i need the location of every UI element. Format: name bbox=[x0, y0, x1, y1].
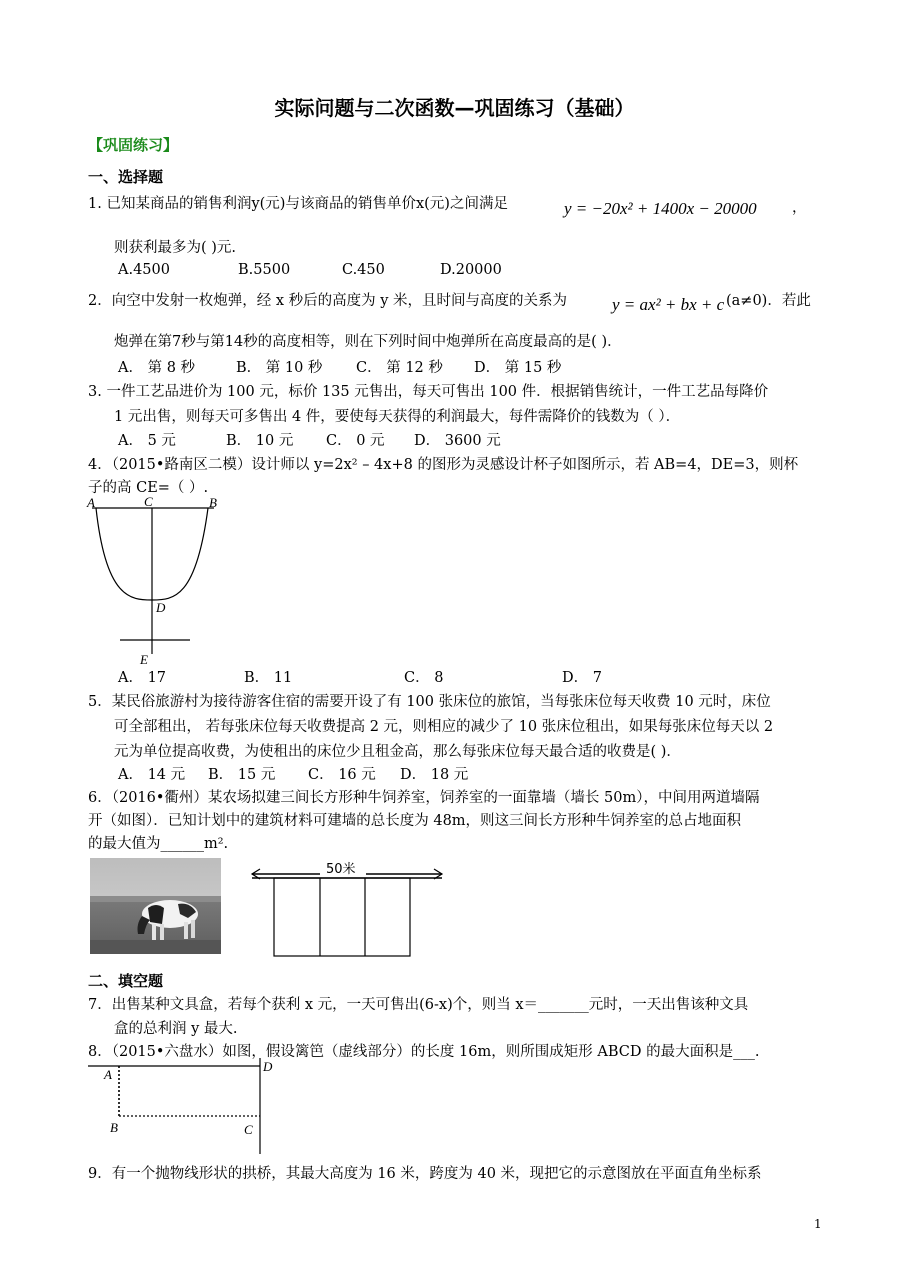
q3-option-a: A． 5 元 bbox=[118, 433, 176, 449]
q5-line2: 可全部租出， 若每张床位每天收费提高 2 元，则相应的减少了 10 张床位租出，如果每张床位每天以 2 bbox=[114, 719, 774, 735]
q2-option-c: C． 第 12 秒 bbox=[356, 360, 443, 376]
q5-line1: 5．某民俗旅游村为接待游客住宿的需要开设了有 100 张床位的旅馆，当每张床位每天收费 10 元时，床位 bbox=[88, 694, 771, 710]
q5-option-c: C． 16 元 bbox=[308, 767, 376, 783]
q2-option-a: A． 第 8 秒 bbox=[118, 360, 196, 376]
q1-line1: 1. 已知某商品的销售利润y(元)与该商品的销售单价x(元)之间满足 bbox=[88, 196, 508, 212]
q1-option-a: A.4500 bbox=[118, 262, 170, 278]
q3-option-d: D． 3600 元 bbox=[414, 433, 501, 449]
q1-option-d: D.20000 bbox=[440, 262, 502, 278]
part-heading-choice: 一、选择题 bbox=[88, 168, 164, 186]
q1-option-b: B.5500 bbox=[238, 262, 291, 278]
barn-figure bbox=[246, 856, 446, 960]
fence-label-c: C bbox=[244, 1122, 253, 1137]
cup-label-d: D bbox=[156, 600, 166, 615]
cup-label-b: B bbox=[209, 495, 217, 510]
page-number: 1 bbox=[814, 1217, 822, 1231]
wall-length-label: 50米 bbox=[326, 862, 356, 877]
q6-line1: 6．（2016•衢州）某农场拟建三间长方形种牛饲养室，饲养室的一面靠墙（墙长 50m），中间用两道墙隔 bbox=[88, 790, 760, 806]
q5-option-a: A． 14 元 bbox=[118, 767, 186, 783]
q4-option-a: A． 17 bbox=[118, 670, 167, 686]
q9-line1: 9．有一个抛物线形状的拱桥，其最大高度为 16 米，跨度为 40 米，现把它的示意图放在平面直角坐标系 bbox=[88, 1166, 762, 1182]
q1-formula: y = −20x² + 1400x − 20000 bbox=[564, 199, 757, 218]
cup-figure bbox=[86, 494, 226, 666]
q8-line1: 8．（2015•六盘水）如图，假设篱笆（虚线部分）的长度 16m，则所围成矩形 ABCD 的最大面积是___. bbox=[88, 1044, 760, 1060]
q2-line1-tail: (a≠0)．若此 bbox=[726, 293, 811, 309]
q4-option-c: C． 8 bbox=[404, 670, 444, 686]
fence-label-d: D bbox=[263, 1059, 273, 1074]
q3-line1: 3. 一件工艺品进价为 100 元，标价 135 元售出，每天可售出 100 件．根据销售统计，一件工艺品每降价 bbox=[88, 384, 769, 400]
q4-option-d: D． 7 bbox=[562, 670, 602, 686]
page-title: 实际问题与二次函数—巩固练习（基础） bbox=[274, 96, 635, 120]
q2-option-b: B． 第 10 秒 bbox=[236, 360, 323, 376]
q3-line2: 1 元出售，则每天可多售出 4 件，要使每天获得的利润最大，每件需降价的钱数为（ ）． bbox=[114, 409, 681, 425]
q6-line3: 的最大值为______m². bbox=[88, 836, 229, 852]
q1-line2: 则获利最多为( )元. bbox=[114, 240, 237, 256]
q2-formula: y = ax² + bx + c bbox=[612, 295, 725, 314]
cup-label-e: E bbox=[140, 652, 148, 667]
cup-label-c: C bbox=[144, 494, 153, 509]
section-label: 【巩固练习】 bbox=[88, 136, 179, 154]
q7-line2: 盒的总利润 y 最大. bbox=[114, 1021, 238, 1037]
q2-option-d: D． 第 15 秒 bbox=[474, 360, 562, 376]
q7-line1: 7．出售某种文具盒，若每个获利 x 元，一天可售出(6-x)个，则当 x＝_______元时，一天出售该种文具 bbox=[88, 997, 749, 1013]
q1-formula-tail: ， bbox=[792, 200, 807, 216]
cup-label-a: A bbox=[87, 495, 95, 510]
fence-label-a: A bbox=[104, 1067, 112, 1082]
fence-label-b: B bbox=[110, 1120, 118, 1135]
q2-line1: 2．向空中发射一枚炮弹，经 x 秒后的高度为 y 米，且时间与高度的关系为 bbox=[88, 293, 568, 309]
q5-option-b: B． 15 元 bbox=[208, 767, 276, 783]
q3-option-c: C． 0 元 bbox=[326, 433, 385, 449]
q4-line1: 4．（2015•路南区二模）设计师以 y=2x² – 4x+8 的图形为灵感设计杯子如图所示，若 AB=4，DE=3，则杯 bbox=[88, 457, 799, 473]
part-heading-fill: 二、填空题 bbox=[88, 972, 164, 990]
q4-line2: 子的高 CE=（ ）. bbox=[88, 480, 209, 496]
q4-option-b: B． 11 bbox=[244, 670, 293, 686]
q6-line2: 开（如图）．已知计划中的建筑材料可建墙的总长度为 48m，则这三间长方形种牛饲养室的总占地面积 bbox=[88, 813, 742, 829]
cow-photo bbox=[90, 858, 221, 954]
q2-line2: 炮弹在第7秒与第14秒的高度相等，则在下列时间中炮弹所在高度最高的是( )． bbox=[114, 334, 622, 350]
fence-figure bbox=[86, 1058, 273, 1154]
q3-option-b: B． 10 元 bbox=[226, 433, 294, 449]
q1-option-c: C.450 bbox=[342, 262, 385, 278]
q5-option-d: D． 18 元 bbox=[400, 767, 469, 783]
q5-line3: 元为单位提高收费，为使租出的床位少且租金高，那么每张床位每天最合适的收费是( )． bbox=[114, 744, 681, 760]
